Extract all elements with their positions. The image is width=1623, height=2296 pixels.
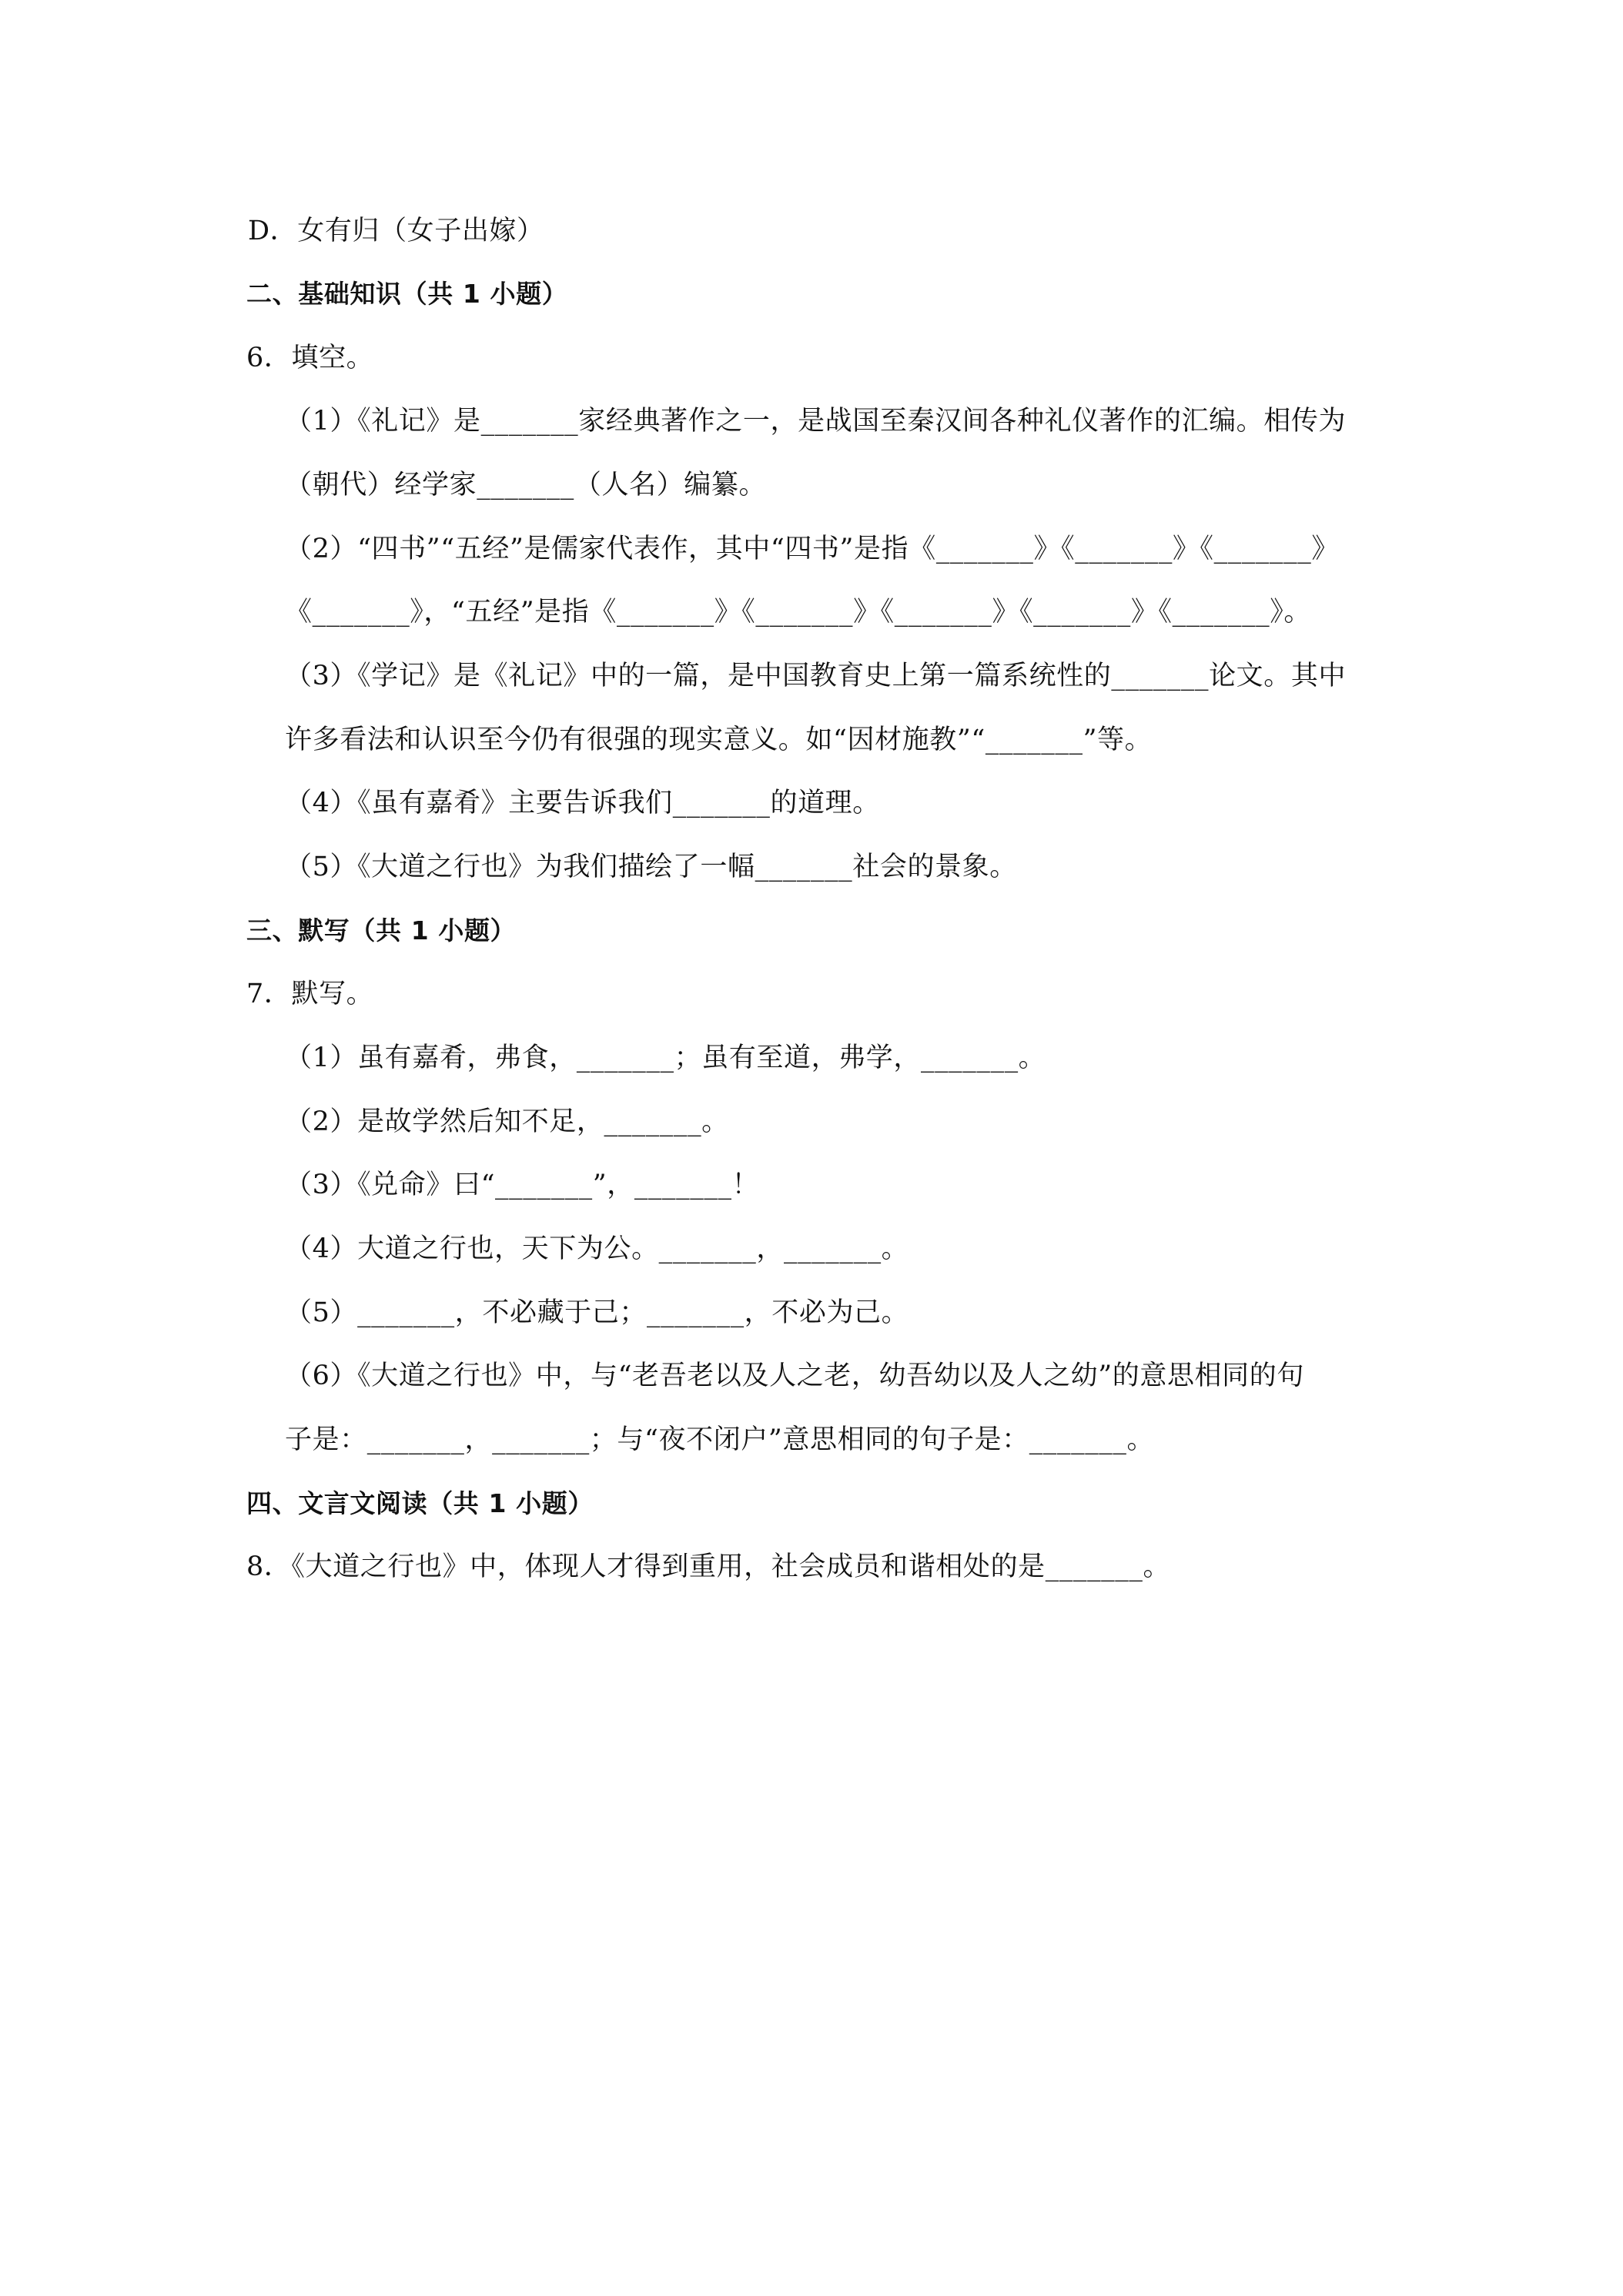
question-7-line: （6）《大道之行也》中，与“老吾老以及人之老，幼吾幼以及人之幼”的意思相同的句 bbox=[285, 1361, 1304, 1391]
question-7-line: 子是：_______，_______；与“夜不闭户”意思相同的句子是：_______。 bbox=[285, 1424, 1155, 1455]
question-7-line: （2）是故学然后知不足，_______。 bbox=[285, 1106, 729, 1137]
section-heading-dictation: 三、默写（共 1 小题） bbox=[246, 915, 517, 946]
question-6-line: 许多看法和认识至今仍有很强的现实意义。如“因材施教”“_______”等。 bbox=[285, 725, 1153, 755]
question-7-line: （5）_______，不必藏于己；_______，不必为己。 bbox=[285, 1297, 909, 1328]
option-d: D．女有归（女子出嫁） bbox=[248, 216, 544, 246]
question-6-stem: 6．填空。 bbox=[246, 343, 374, 373]
question-6-line: （1）《礼记》是_______家经典著作之一，是战国至秦汉间各种礼仪著作的汇编。相传为 bbox=[285, 406, 1347, 437]
question-6-line: （3）《学记》是《礼记》中的一篇，是中国教育史上第一篇系统性的_______论文。其中 bbox=[285, 661, 1347, 691]
question-7-stem: 7．默写。 bbox=[246, 979, 374, 1009]
section-heading-classical-reading: 四、文言文阅读（共 1 小题） bbox=[246, 1488, 594, 1518]
question-7-line: （3）《兑命》曰“_______”，_______！ bbox=[285, 1170, 760, 1200]
question-6-line: （5）《大道之行也》为我们描绘了一幅_______社会的景象。 bbox=[285, 852, 1017, 882]
question-6-line: （朝代）经学家_______（人名）编纂。 bbox=[285, 470, 767, 500]
question-8-stem: 8．《大道之行也》中，体现人才得到重用，社会成员和谐相处的是_______。 bbox=[246, 1551, 1171, 1582]
question-7-line: （1）虽有嘉肴，弗食，_______；虽有至道，弗学，_______。 bbox=[285, 1043, 1046, 1073]
section-heading-basic-knowledge: 二、基础知识（共 1 小题） bbox=[246, 279, 568, 309]
question-6-line: 《_______》，“五经”是指《_______》《_______》《_______》《_______》《_______》。 bbox=[285, 597, 1311, 628]
question-6-line: （2）“四书”“五经”是儒家代表作，其中“四书”是指《_______》《_______》《_______》 bbox=[285, 534, 1339, 564]
question-6-line: （4）《虽有嘉肴》主要告诉我们_______的道理。 bbox=[285, 788, 880, 818]
question-7-line: （4）大道之行也，天下为公。_______，_______。 bbox=[285, 1233, 909, 1264]
